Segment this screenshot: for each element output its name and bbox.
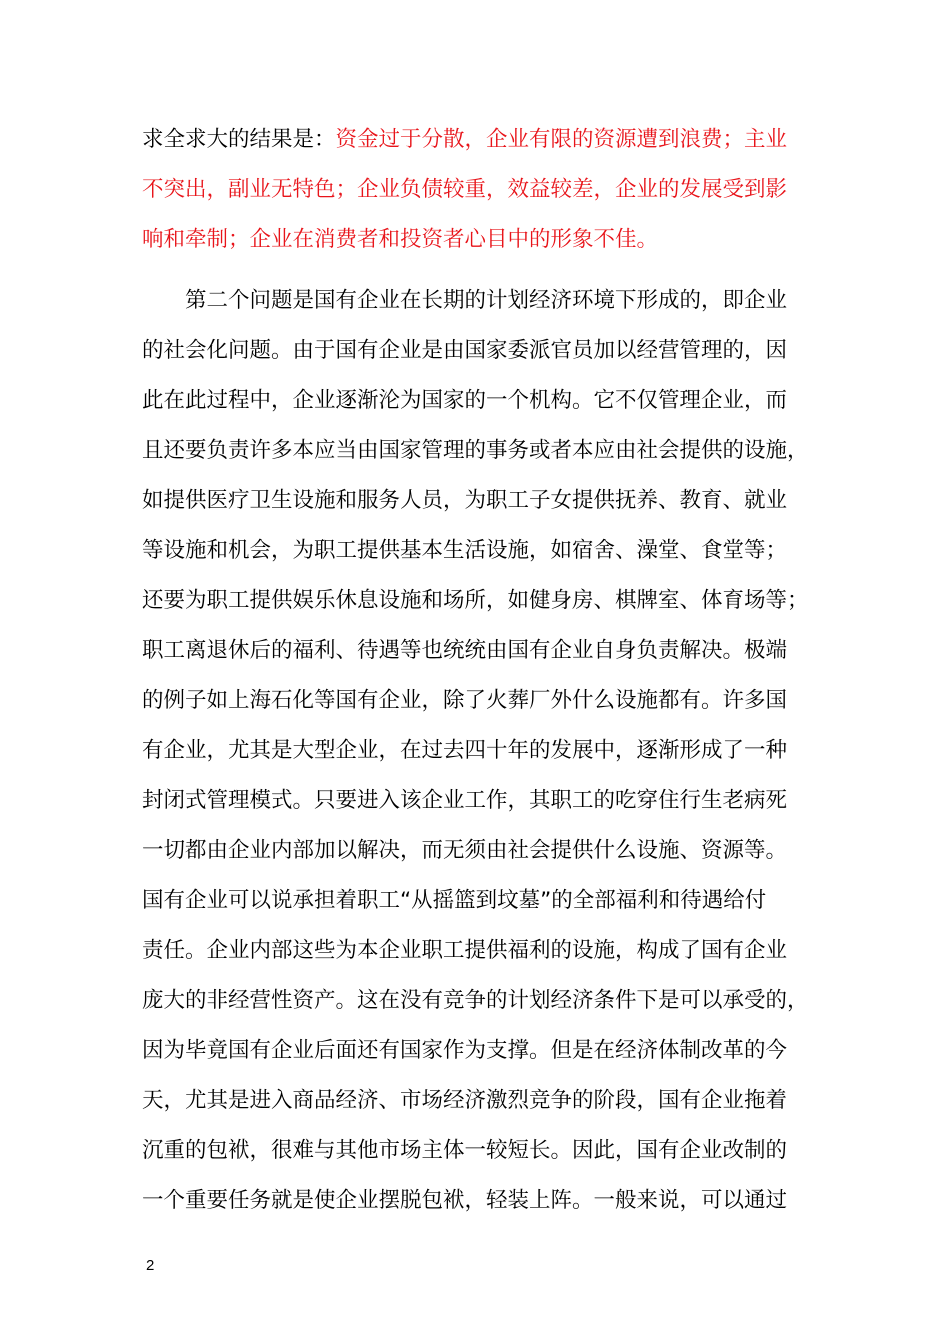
paragraph2-line: 因为毕竟国有企业后面还有国家作为支撑。但是在经济体制改革的今 (142, 1038, 788, 1063)
paragraph1-highlight-text: 资金过于分散，企业有限的资源遭到浪费；主业 (335, 127, 788, 152)
paragraph2-line: 一切都由企业内部加以解决，而无须由社会提供什么设施、资源等。 (142, 838, 788, 863)
paragraph2-line: 的例子如上海石化等国有企业，除了火葬厂外什么设施都有。许多国 (142, 688, 788, 713)
paragraph2-line: 还要为职工提供娱乐休息设施和场所，如健身房、棋牌室、体育场等； (142, 588, 809, 613)
paragraph2-line: 有企业，尤其是大型企业，在过去四十年的发展中，逐渐形成了一种 (142, 738, 788, 763)
paragraph2-line: 一个重要任务就是使企业摆脱包袱，轻装上阵。一般来说，可以通过 (142, 1188, 788, 1213)
paragraph2-line: 的社会化问题。由于国有企业是由国家委派官员加以经营管理的，因 (142, 338, 788, 363)
paragraph2-line: 庞大的非经营性资产。这在没有竞争的计划经济条件下是可以承受的， (142, 988, 809, 1013)
paragraph2-line: 责任。企业内部这些为本企业职工提供福利的设施，构成了国有企业 (142, 938, 788, 963)
paragraph2-line: 且还要负责许多本应当由国家管理的事务或者本应由社会提供的设施， (142, 438, 809, 463)
paragraph2-line: 封闭式管理模式。只要进入该企业工作，其职工的吃穿住行生老病死 (142, 788, 788, 813)
paragraph2-line: 国有企业可以说承担着职工“从摇篮到坟墓”的全部福利和待遇给付 (142, 888, 767, 913)
paragraph2-line: 第二个问题是国有企业在长期的计划经济环境下形成的，即企业 (142, 288, 788, 313)
paragraph2-line: 等设施和机会，为职工提供基本生活设施，如宿舍、澡堂、食堂等； (142, 538, 788, 563)
paragraph1-line2: 不突出，副业无特色；企业负债较重，效益较差，企业的发展受到影 (142, 177, 788, 202)
paragraph2-line: 天，尤其是进入商品经济、市场经济激烈竞争的阶段，国有企业拖着 (142, 1088, 788, 1113)
paragraph2-line: 如提供医疗卫生设施和服务人员，为职工子女提供抚养、教育、就业 (142, 488, 788, 513)
paragraph2-line: 沉重的包袱，很难与其他市场主体一较短长。因此，国有企业改制的 (142, 1138, 788, 1163)
paragraph1-line1 (142, 125, 822, 155)
page-number: 2 (146, 1257, 155, 1274)
paragraph2-line: 职工离退休后的福利、待遇等也统统由国有企业自身负责解决。极端 (142, 638, 788, 663)
paragraph2-line: 此在此过程中，企业逐渐沦为国家的一个机构。它不仅管理企业，而 (142, 388, 788, 413)
paragraph1-line3: 响和牵制；企业在消费者和投资者心目中的形象不佳。 (142, 227, 659, 252)
paragraph1-lead-text: 求全求大的结果是： (142, 127, 336, 152)
